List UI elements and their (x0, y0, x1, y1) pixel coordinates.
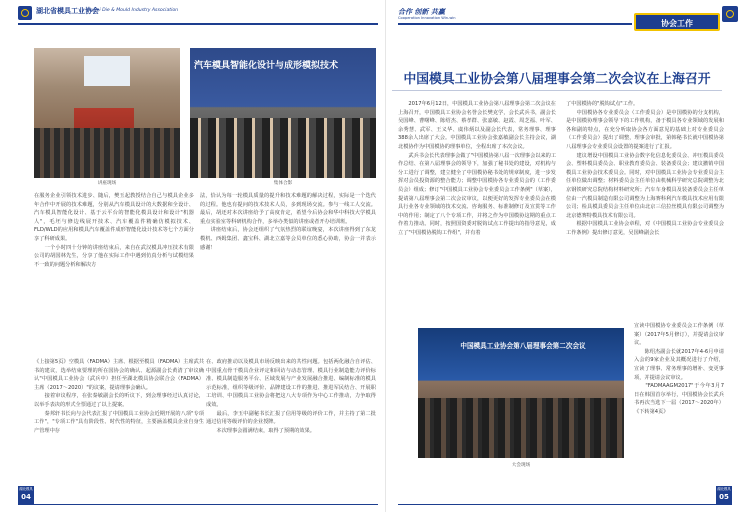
header-slogan-cn: 合作 创新 共赢 (398, 8, 445, 16)
lecture-audience (34, 128, 180, 178)
group-people (190, 118, 376, 178)
right-column-2: 了中国模协的"脱钩试点"工作。 中国模协各专业委员会（工作委员会）是中国模协的分支机构，是中国模协理事会领导下的工作机构，备于模具各专业领域的发展和各和副的特点，在充分听取协会各方面意见的基础上对专业委员会（工作委员会）提出了调整，理事会审批，第韩秘书长就中国模协第八届理事会专业委员会设置的提案进行了汇报。 建议增设中国模具工业协会数字化信息化委员会、冲压模具委员会、塑料模具委员会、职业教育委员会、装备委员会；建议撤销中国模具工业协会技术委员会。同时，对中国模具工业协会专业委员会主任单位做出调整；材料委员会主任单位由机械科学研究总院调整为北京钢铁研究总院结构材料研究所；汽车车身模具及装备委员会主任单位由一汽模具制造有限公司调整为上海赛科利汽车模具技术应用有限公司；检具模具委员会主任单位由北京三信拉丝模具有限公司调整为北京德赛特模具技术有限公司。 根据中国模具工业协会章程，对《中国模具工业协会专业委员会工作条例》提出修订意见，吴国峰副会长 (566, 101, 724, 236)
page-tag-left (18, 486, 34, 504)
header-logo-right (722, 6, 738, 22)
logo-mark-icon (726, 10, 734, 18)
left-column-2: 法，恰认为每一轮模具质量的提升和技术难题的解决过程，实际是一个迭代的过程。他也有提问的技术技术人员，多到现场交流。参与一线工人交流。最后，胡还对本次讲座给予了高度肯定，希望今后协会和华中科技大学模具重点实验室等科研机构合作，多举办类似的讲座或者开办培训班。 讲座结束后，协会还组织了气氛热烈的联谊晚宴，本次讲座得到了东龙模机、西姆集团、鑫宝科、湖北立嘉等会员单位的悉心协助，协会一并表示感谢！ (200, 193, 376, 251)
header-rule-right (398, 23, 632, 25)
photo-caption-group: 集体合影 (273, 181, 293, 186)
header-logo (18, 6, 32, 20)
meeting-audience (418, 398, 624, 458)
header-logo-en: HuBei Die & Mould Industry Association (87, 8, 179, 13)
page-tag-label: 湖北模具 (19, 487, 33, 491)
meeting-photo (418, 328, 624, 458)
lecture-screen (84, 56, 130, 86)
title-rule (392, 90, 722, 91)
group-photo (190, 48, 376, 178)
section-tab-label: 协会工作 (661, 19, 693, 28)
header-rule-left (18, 23, 378, 25)
group-photo-banner: 汽车模具智能化设计与成形模拟技术 (194, 61, 339, 71)
right-column-3: 宣读中国模协专业委员会工作条例（草案）（2017年5月修订），并提请会议审议。 陈绍杰副会长就2017年4-6月申请入会的9家企业及其概况进行了介绍，宣读了理事、常务理事的增补、变更事项，并提请会议审议。 "FADMAAGM2017"于今年3月7日在韩国首尔举行，中国模协会长武兵书再次当选下一届（2017～2020年）《下转第4页》 (634, 323, 724, 415)
meeting-banner: 中国模具工业协会第八届理事会第二次会议 (460, 342, 586, 350)
right-column-1: 2017年6月12日，中国模具工业协会第八届理事会第二次会议在上海召开，中国模具工业协会名誉会长樊克学，会长武兵书，副会长吴国峰、曹曙峰、陈绍杰、蔡孝群、张嘉敏、赵霞、周芝福、叶军、余秀慧、武军、王义华、虞伟炳以及副会长代表，常务理事、理事388余人出席了大会。中国模具工业协会张嘉敏副会长主持会议，湖北模协作为中国模协的理事单位，全程出席了本次会议。 武兵书会长代表理事会做了"中国模协第八届一次理事会以来的工作总结、在第八届理事会的领导下，加强了秘书处的建设，对机构与分工进行了调整，建立健全了中国模协秘书处的规章制度，进一步发挥对会员投资源的整合能力；调整中国模协各专业委员会的（工作委员会）组成；修订"中国模具工业协会专业委员会工作条例"（草案），提请第八届理事会第二次会议审议，以便更好的发挥专业委员会在模具行业各专业领域的技术交流、咨询服务、标准制修订及宣贯等工作中的作用；制定了八个专项工作，并将之作为中国模协这期的重点工作着力推动。同时，按照国资委对脱钩试点工作提出的指导意见，成立了"中国模协脱钩工作组"，并有着 (398, 101, 556, 236)
photo-caption-meeting: 大会现场 (511, 463, 531, 468)
header-logo-cn: 湖北省模具工业协会 (36, 7, 99, 15)
header-slogan-en: Cooperation Innovation Win-win (398, 16, 456, 20)
photo-caption-lecture: 讲座现场 (97, 181, 117, 186)
page-tag-right (716, 486, 732, 504)
article-title: 中国模具工业协会第八届理事会第二次会议在上海召开 (403, 72, 711, 87)
footer-rule-left (18, 504, 378, 505)
left-column-4: 在、政府推动以及模具市场反映出来的共性问题。包括两化融合自评估、中国重点骨干模具企业评定和回访与动态管理、模具行业制造能力评价标准、模具制造服务平台、区域发展与产业发展融合推进、编制标准的模具示范标准，组织等级评价、品牌建设工作的推进、推进军民结合、开展职工培训、中国模具工业协会将把这八大专项作为中心工作推动，力争取得成效。 最后，李玉中副秘书长汇报了信用等级的评价工作，并主持了第二批通过信用等级评价的企业授牌。 本次理事会圆满结束，取得了预期的效果。 (206, 359, 376, 434)
lecture-photo (34, 48, 180, 178)
section-tab (634, 13, 720, 31)
page-gutter (385, 0, 386, 512)
footer-rule-right (398, 504, 732, 505)
page-number-left: 04 (21, 493, 31, 501)
left-column-1: 在服务企业引领技术进步、随后，樊玉起教授结合自己与模具企业多年合作中开展的技术难题，分别从汽车模具设计的大数据和全设计、汽车模具智能化设计、基于云平台的智能化模具设计和设计"机器人"，毛坯与修边线展开技术、汽车覆盖件精确仿模拟技术、FLD/WLD的应用和模具汽车覆盖件成形智能化设计技术等七个方面分享了科研成果。 一个小时四十分钟的讲座结束后，来自在武汉模具冲压技术有限公司的胡国林先生，分享了他在实际工作中遇到仿真分析与试模结果不一致的问题分析和解决方 (34, 193, 194, 268)
page-number-right: 05 (719, 493, 729, 501)
left-column-3: 《上接第5页》空模具（FADMA）主席、根据至模具（FADMA）主席武共书的建议，选举结束要理的所在国协会的确认、起源副会长黄清了审议确认"中国模具工业协会（武兵中）担任至湖北模具协会联合会（FADMA）主席（2017～2020）"的议案，提请理事会确认。 接着审议程序，在张秦敏副会长的听议下，到会理事经过认真讨论，以举手表决的形式全票通过了以上提案。 秦邦轩书长向与会代表汇报了中国模具工业协会近期开展的八项"专项工作"，"专项工作"具有阶段性、时代性的特征，主要涵盖模具企业自身生产管理中存 (34, 359, 204, 434)
logo-mark-icon (21, 9, 29, 17)
page-tag-label: 湖北模具 (717, 487, 731, 491)
